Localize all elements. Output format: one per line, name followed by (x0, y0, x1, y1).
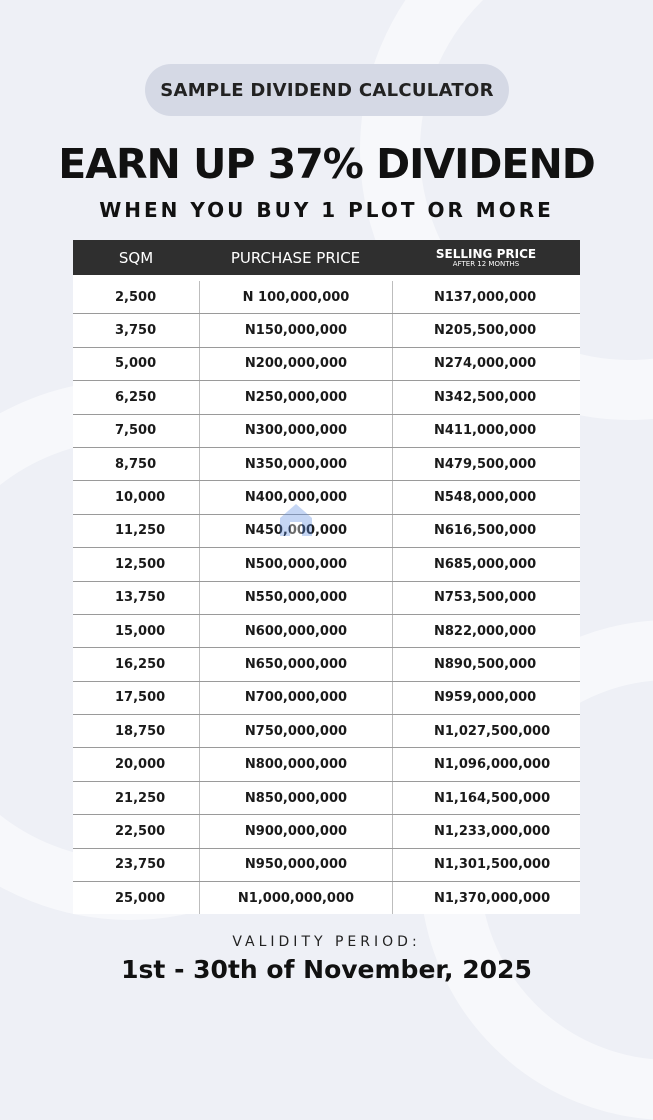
table-row (73, 748, 580, 781)
table-row (73, 849, 580, 882)
cell-selling-price: N274,000,000 (392, 348, 580, 380)
cell-purchase-price: N250,000,000 (199, 381, 392, 413)
table-row (73, 815, 580, 848)
cell-selling-price: N479,500,000 (392, 448, 580, 480)
table-row (73, 615, 580, 648)
cell-purchase-price: N950,000,000 (199, 849, 392, 881)
table-row (73, 648, 580, 681)
cell-selling-price: N685,000,000 (392, 548, 580, 580)
cell-sqm: 3,750 (115, 323, 157, 339)
validity-date: 1st - 30th of November, 2025 (121, 955, 532, 984)
column-header-purchase-price: PURCHASE PRICE (230, 248, 361, 267)
cell-selling-price: N1,233,000,000 (392, 815, 580, 847)
cell-selling-price: N1,301,500,000 (392, 849, 580, 881)
table-row (73, 582, 580, 615)
cell-sqm: 11,250 (115, 523, 166, 539)
table-row (73, 381, 580, 414)
cell-selling-price: N890,500,000 (392, 648, 580, 680)
cell-sqm: 6,250 (115, 389, 157, 405)
table-header (73, 240, 580, 275)
table-row (73, 782, 580, 815)
cell-selling-price: N205,500,000 (392, 314, 580, 346)
cell-sqm: 18,750 (115, 723, 166, 739)
column-header-sqm: SQM (118, 248, 154, 267)
table-body (73, 275, 580, 914)
cell-sqm: 7,500 (115, 423, 157, 439)
cell-selling-price: N411,000,000 (392, 415, 580, 447)
cell-sqm: 23,750 (115, 857, 166, 873)
validity-label: VALIDITY PERIOD: (232, 934, 421, 950)
cell-sqm: 13,750 (115, 590, 166, 606)
table-row (73, 348, 580, 381)
cell-sqm: 15,000 (115, 623, 166, 639)
cell-purchase-price: N600,000,000 (199, 615, 392, 647)
cell-selling-price: N959,000,000 (392, 682, 580, 714)
calculator-badge: SAMPLE DIVIDEND CALCULATOR (145, 64, 509, 116)
headline: EARN UP 37% DIVIDEND (58, 140, 595, 188)
table-row (73, 515, 580, 548)
cell-selling-price: N822,000,000 (392, 615, 580, 647)
cell-purchase-price: N1,000,000,000 (199, 882, 392, 914)
column-header-selling-price (392, 248, 580, 268)
selling-price-sublabel: AFTER 12 MONTHS (452, 259, 520, 268)
cell-selling-price: N1,096,000,000 (392, 748, 580, 780)
cell-sqm: 22,500 (115, 823, 166, 839)
cell-sqm: 21,250 (115, 790, 166, 806)
cell-selling-price: N616,500,000 (392, 515, 580, 547)
cell-purchase-price: N550,000,000 (199, 582, 392, 614)
dividend-table (73, 240, 580, 914)
cell-sqm: 12,500 (115, 556, 166, 572)
cell-selling-price: N342,500,000 (392, 381, 580, 413)
cell-sqm: 5,000 (115, 356, 157, 372)
table-row (73, 281, 580, 314)
cell-selling-price: N1,164,500,000 (392, 782, 580, 814)
cell-sqm: 2,500 (115, 289, 157, 305)
cell-selling-price: N1,027,500,000 (392, 715, 580, 747)
cell-purchase-price: N500,000,000 (199, 548, 392, 580)
table-row (73, 682, 580, 715)
cell-purchase-price: N350,000,000 (199, 448, 392, 480)
table-row (73, 481, 580, 514)
cell-purchase-price: N650,000,000 (199, 648, 392, 680)
cell-purchase-price: N300,000,000 (199, 415, 392, 447)
table-row (73, 314, 580, 347)
cell-selling-price: N548,000,000 (392, 481, 580, 513)
cell-sqm: 25,000 (115, 890, 166, 906)
cell-purchase-price: N700,000,000 (199, 682, 392, 714)
cell-purchase-price: N150,000,000 (199, 314, 392, 346)
cell-purchase-price: N400,000,000 (199, 481, 392, 513)
cell-selling-price: N753,500,000 (392, 582, 580, 614)
cell-sqm: 20,000 (115, 757, 166, 773)
cell-selling-price: N137,000,000 (392, 281, 580, 313)
cell-purchase-price: N200,000,000 (199, 348, 392, 380)
cell-purchase-price: N450,000,000 (199, 515, 392, 547)
cell-sqm: 17,500 (115, 690, 166, 706)
table-row (73, 448, 580, 481)
subheadline: WHEN YOU BUY 1 PLOT OR MORE (99, 198, 554, 222)
table-row (73, 882, 580, 914)
cell-sqm: 16,250 (115, 656, 166, 672)
cell-purchase-price: N850,000,000 (199, 782, 392, 814)
cell-sqm: 8,750 (115, 456, 157, 472)
table-row (73, 548, 580, 581)
cell-purchase-price: N750,000,000 (199, 715, 392, 747)
cell-selling-price: N1,370,000,000 (392, 882, 580, 914)
table-row (73, 415, 580, 448)
cell-purchase-price: N900,000,000 (199, 815, 392, 847)
selling-price-label: SELLING PRICE (435, 246, 537, 261)
cell-purchase-price: N800,000,000 (199, 748, 392, 780)
table-row (73, 715, 580, 748)
cell-purchase-price: N 100,000,000 (199, 281, 392, 313)
cell-sqm: 10,000 (115, 490, 166, 506)
